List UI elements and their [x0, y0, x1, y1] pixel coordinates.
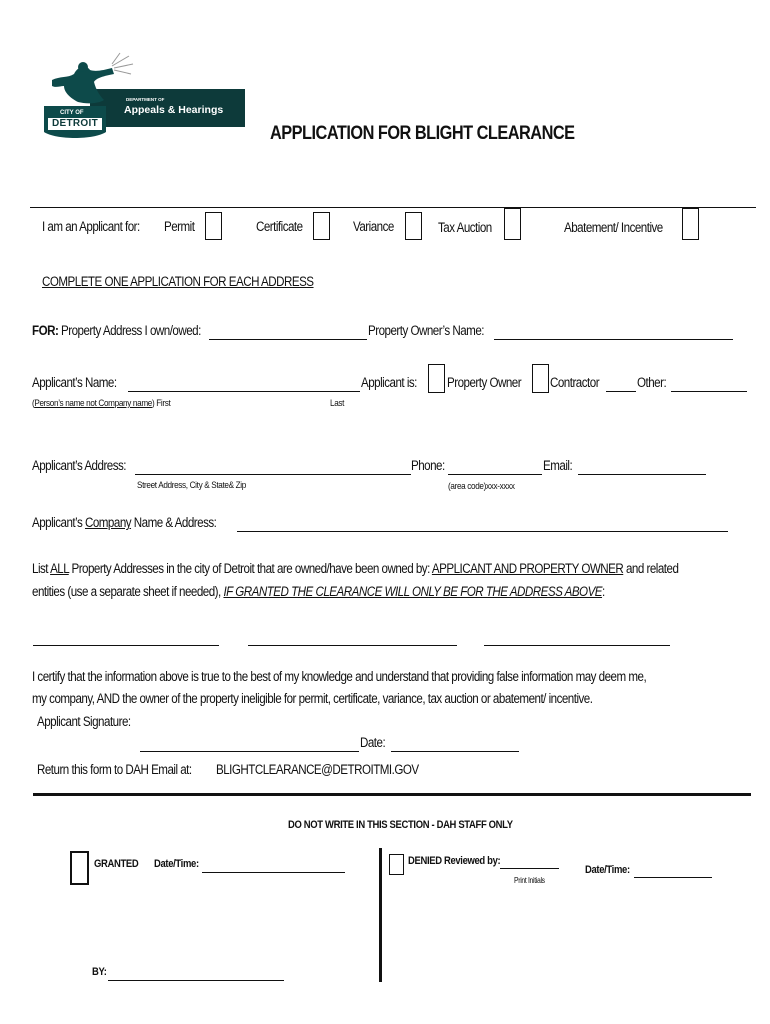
option-certificate-label: Certificate [256, 219, 303, 234]
applicant-address-label: Applicant’s Address: [32, 458, 127, 473]
contractor-field[interactable] [606, 391, 636, 392]
property-owner-field[interactable] [494, 339, 733, 340]
applicant-for-prompt: I am an Applicant for: [42, 219, 140, 234]
list-all-line1 [32, 561, 678, 576]
option-variance-label: Variance [353, 219, 394, 234]
logo-department-of: DEPARTMENT OF [126, 97, 165, 102]
option-tax-auction-label: Tax Auction [438, 220, 492, 235]
signature-date-field[interactable] [391, 751, 519, 752]
list-all-line2 [32, 584, 605, 599]
company-label [32, 515, 216, 530]
property-address-label: Property Address I own/owed: [61, 323, 201, 338]
address-list-field-2[interactable] [248, 645, 457, 646]
phone-field[interactable] [448, 474, 542, 475]
for-label: FOR: [32, 323, 59, 338]
return-email-link[interactable]: BLIGHTCLEARANCE@DETROITMI.GOV [216, 762, 419, 777]
company-label-pre: Applicant’s [32, 515, 85, 530]
contractor-checkbox[interactable] [532, 364, 549, 393]
list-all-parties: APPLICANT AND PROPERTY OWNER [431, 561, 624, 576]
company-label-post: Name & Address: [131, 515, 217, 530]
list-all-emphasis: ALL [50, 561, 69, 576]
property-owner-option: Property Owner [447, 375, 522, 390]
tax-auction-checkbox[interactable] [504, 208, 521, 240]
list-all-line2-pre: entities (use a separate sheet if needed), [32, 584, 224, 599]
staff-section-divider [33, 793, 751, 796]
one-application-notice: COMPLETE ONE APPLICATION FOR EACH ADDRESS [42, 274, 314, 289]
list-all-pre: List [32, 561, 51, 576]
logo [34, 52, 246, 142]
certificate-checkbox[interactable] [313, 212, 330, 240]
denied-checkbox[interactable] [389, 854, 404, 875]
list-all-line2-emphasis: IF GRANTED THE CLEARANCE WILL ONLY BE FOR THE ADDRESS ABOVE [223, 584, 603, 599]
applicant-name-hint: (Person’s name not Company name) First [32, 398, 171, 409]
by-label: BY: [92, 966, 107, 978]
signature-date-label: Date: [360, 735, 386, 750]
page-title: APPLICATION FOR BLIGHT CLEARANCE [270, 123, 575, 144]
property-row [32, 323, 201, 338]
other-field[interactable] [671, 391, 747, 392]
print-initials-hint: Print Initials [514, 876, 545, 885]
list-all-line2-post: : [602, 584, 605, 599]
phone-format-hint: (area code)xxx-xxxx [448, 481, 515, 492]
certify-line1: I certify that the information above is true to the best of my knowledge and understand that providing false information may deem me, [32, 669, 647, 684]
email-label: Email: [543, 458, 573, 473]
variance-checkbox[interactable] [405, 212, 422, 240]
by-field[interactable] [108, 980, 284, 981]
granted-datetime-field[interactable] [202, 872, 345, 873]
applicant-name-label: Applicant’s Name: [32, 375, 117, 390]
property-owner-checkbox[interactable] [428, 364, 445, 393]
address-list-field-1[interactable] [33, 645, 219, 646]
abatement-checkbox[interactable] [682, 208, 699, 240]
denied-datetime-field[interactable] [634, 877, 712, 878]
option-permit-label: Permit [164, 219, 195, 234]
phone-label: Phone: [411, 458, 445, 473]
list-all-mid: Property Addresses in the city of Detroit that are owned/have been owned by: [68, 561, 432, 576]
name-hint-first: ) First [151, 398, 171, 409]
divider [30, 207, 756, 208]
denied-datetime-label: Date/Time: [585, 864, 630, 876]
address-list-field-3[interactable] [484, 645, 670, 646]
logo-dept-name: Appeals & Hearings [124, 104, 224, 116]
applicant-name-field[interactable] [128, 391, 360, 392]
property-address-field[interactable] [209, 339, 367, 340]
signature-label: Applicant Signature: [37, 714, 131, 729]
granted-label: GRANTED [94, 858, 139, 870]
email-field[interactable] [578, 474, 706, 475]
list-all-post: and related [623, 561, 679, 576]
applicant-name-hint-last: Last [330, 398, 345, 409]
other-option: Other: [637, 375, 667, 390]
denied-reviewer-field[interactable] [500, 868, 559, 869]
granted-datetime-label: Date/Time: [154, 858, 199, 870]
company-field[interactable] [237, 531, 728, 532]
staff-heading: DO NOT WRITE IN THIS SECTION - DAH STAFF ONLY [288, 819, 513, 831]
company-label-company: Company [84, 515, 132, 530]
property-owner-label: Property Owner’s Name: [368, 323, 484, 338]
granted-checkbox[interactable] [70, 851, 89, 885]
option-abatement-label: Abatement/ Incentive [564, 220, 663, 235]
certify-line2: my company, AND the owner of the property ineligible for permit, certificate, variance, tax auction or abatement/ incentive. [32, 691, 593, 706]
return-label: Return this form to DAH Email at: [37, 762, 192, 777]
street-address-hint: Street Address, City & State& Zip [137, 480, 246, 491]
name-hint-underlined: Person’s name not Company name [34, 398, 152, 409]
staff-column-divider [379, 848, 382, 982]
applicant-address-field[interactable] [135, 474, 411, 475]
applicant-is-label: Applicant is: [361, 375, 417, 390]
signature-field[interactable] [140, 751, 359, 752]
logo-city-of: CITY OF [60, 110, 84, 116]
logo-detroit: DETROIT [52, 118, 98, 129]
contractor-option: Contractor [550, 375, 600, 390]
denied-label: DENIED Reviewed by: [408, 855, 501, 867]
permit-checkbox[interactable] [205, 212, 222, 240]
